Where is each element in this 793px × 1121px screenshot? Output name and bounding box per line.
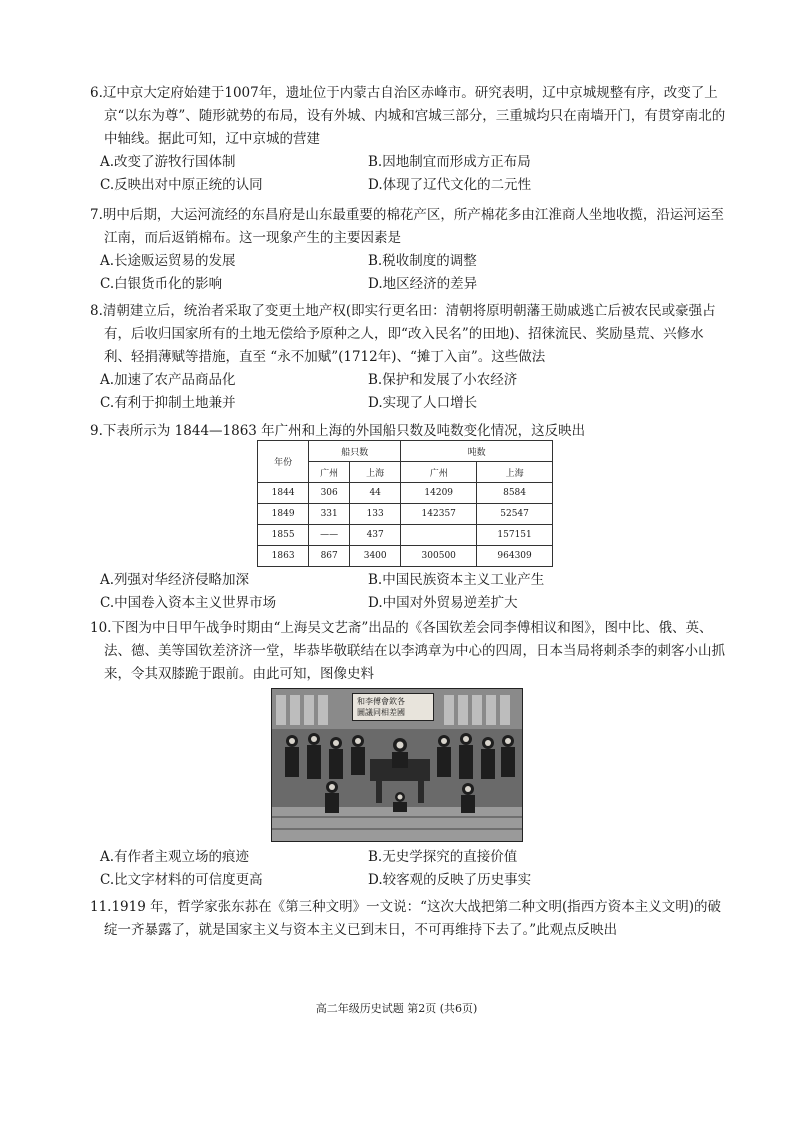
table-cell: 52547 [477, 504, 553, 525]
option-b[interactable]: B.无史学探究的直接价值 [368, 849, 518, 865]
question-stem: 9.下表所示为 1844—1863 年广州和上海的外国船只数及吨数变化情况，这反映出 [90, 423, 586, 439]
option-c[interactable]: C.反映出对中原正统的认同 [100, 177, 263, 193]
table-row [258, 483, 553, 504]
option-a[interactable]: A.加速了农产品商品化 [100, 372, 236, 388]
cartoon-title-banner [352, 693, 434, 721]
table-cell: 157151 [477, 525, 553, 546]
question-stem: 7.明中后期，大运河流经的东昌府是山东最重要的棉花产区，所产棉花多由江淮商人坐地收揽，沿运河运至江南，而后返销棉布。这一现象产生的主要因素是 [90, 207, 724, 246]
question-11 [90, 896, 730, 942]
option-c[interactable]: C.有利于抑制土地兼并 [100, 395, 236, 411]
table-cell: 14209 [401, 483, 477, 504]
ships-group-header: 船只数 [309, 441, 401, 462]
ships-table [257, 440, 553, 567]
table-cell: 1844 [258, 483, 309, 504]
options [100, 569, 730, 615]
option-a[interactable]: A.列强对华经济侵略加深 [100, 572, 250, 588]
table-cell: 44 [350, 483, 401, 504]
table-cell: 331 [309, 504, 350, 525]
historical-cartoon-image [271, 688, 523, 842]
option-d[interactable]: D.较客观的反映了历史事实 [368, 872, 532, 888]
question-stem: 8.清朝建立后，统治者采取了变更土地产权(即实行更名田：清朝将原明朝藩王勋戚逃亡后被农民或豪强占有，后收归国家所有的土地无偿给予原种之人，即“改入民名”的田地)、招徕流民、奖励垦荒、兴修水利、轻捐薄赋等措施，直至 “永不加赋”(1712年)、“摊丁入亩”。这些做法 [90, 303, 716, 365]
question-10-options [90, 846, 730, 892]
table-cell: 300500 [401, 546, 477, 567]
table-cell: 142357 [401, 504, 477, 525]
table-cell: 8584 [477, 483, 553, 504]
sub-header: 上海 [350, 462, 401, 483]
question-9-options [90, 569, 730, 615]
table-cell: 437 [350, 525, 401, 546]
question-8 [90, 300, 730, 415]
option-a[interactable]: A.改变了游牧行国体制 [100, 154, 236, 170]
option-d[interactable]: D.体现了辽代文化的二元性 [368, 177, 532, 193]
options [100, 846, 730, 892]
table-cell [401, 525, 477, 546]
option-a[interactable]: A.有作者主观立场的痕迹 [100, 849, 250, 865]
option-c[interactable]: C.白银货币化的影响 [100, 276, 223, 292]
option-c[interactable]: C.比文字材料的可信度更高 [100, 872, 263, 888]
options [100, 250, 730, 296]
question-stem: 6.辽中京大定府始建于1007年，遗址位于内蒙古自治区赤峰市。研究表明，辽中京城规整有序，改变了上京“以东为尊”、随形就势的布局，设有外城、内城和宫城三部分，三重城均只在南墙开门，有贯穿南北的中轴线。据此可知，辽中京城的营建 [90, 85, 726, 147]
banner-line: 圖議同相差國 [357, 708, 405, 717]
option-b[interactable]: B.因地制宜而形成方正布局 [368, 154, 531, 170]
option-d[interactable]: D.中国对外贸易逆差扩大 [368, 595, 518, 611]
question-10 [90, 617, 730, 686]
option-b[interactable]: B.保护和发展了小农经济 [368, 372, 518, 388]
table-cell: 133 [350, 504, 401, 525]
sub-header: 广州 [401, 462, 477, 483]
question-stem: 10.下图为中日甲午战争时期由“上海吴文艺斋”出品的《各国钦差会同李傅相议和图》，图中比、俄、英、法、德、美等国钦差济济一堂，毕恭毕敬联结在以李鸿章为中心的四周，日本当局将刺杀李的刺客小山抓来，令其双膝跪于跟前。由此可知，图像史料 [90, 620, 725, 682]
option-d[interactable]: D.地区经济的差异 [368, 276, 478, 292]
sub-header: 广州 [309, 462, 350, 483]
table-row [258, 546, 553, 567]
year-header: 年份 [258, 441, 309, 483]
table-cell: 964309 [477, 546, 553, 567]
table-row [258, 525, 553, 546]
tons-group-header: 吨数 [401, 441, 553, 462]
option-d[interactable]: D.实现了人口增长 [368, 395, 478, 411]
options [100, 151, 730, 197]
option-c[interactable]: C.中国卷入资本主义世界市场 [100, 595, 277, 611]
table-cell: 867 [309, 546, 350, 567]
table-row [258, 504, 553, 525]
table-cell: 1863 [258, 546, 309, 567]
table-cell: 1849 [258, 504, 309, 525]
options [100, 369, 730, 415]
option-a[interactable]: A.长途贩运贸易的发展 [100, 253, 236, 269]
banner-line: 和李傅會欽各 [357, 697, 405, 706]
table-cell: 3400 [350, 546, 401, 567]
question-stem: 11.1919 年，哲学家张东荪在《第三种文明》一文说：“这次大战把第二种文明(指西方资本主义文明)的破绽一齐暴露了，就是国家主义与资本主义已到末日，不可再维持下去了。”此观点反映出 [90, 899, 722, 938]
table-cell: 306 [309, 483, 350, 504]
option-b[interactable]: B.税收制度的调整 [368, 253, 477, 269]
option-b[interactable]: B.中国民族资本主义工业产生 [368, 572, 545, 588]
question-6 [90, 82, 730, 197]
table-cell: —— [309, 525, 350, 546]
page-footer: 高二年级历史试题 第2页 (共6页) [315, 1002, 478, 1015]
sub-header: 上海 [477, 462, 553, 483]
question-7 [90, 204, 730, 296]
table-cell: 1855 [258, 525, 309, 546]
